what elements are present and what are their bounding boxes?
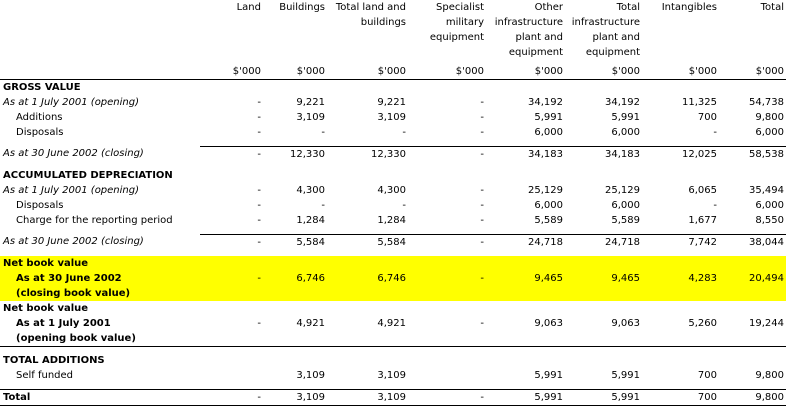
value-cell: - [257, 184, 261, 196]
value-cell: 9,221 [377, 96, 406, 108]
value-cell: 5,589 [534, 214, 563, 226]
value-cell: 7,742 [642, 235, 719, 251]
value-cell: - [321, 126, 325, 138]
header-land: Land [236, 2, 261, 13]
value-cell: 25,129 [528, 184, 563, 196]
unit-label: $'000 [377, 66, 406, 77]
value-cell: 5,589 [611, 214, 640, 226]
row-label: Self funded [16, 369, 74, 381]
row-label: Charge for the reporting period [16, 214, 173, 226]
nbv-opening-line3 [0, 331, 786, 347]
value-cell: 25,129 [605, 184, 640, 196]
nbv-closing-date: As at 30 June 2002 [0, 271, 200, 286]
value-cell [200, 368, 263, 383]
nbv-opening-date: As at 1 July 2001 [16, 318, 111, 329]
value-cell: 9,800 [755, 111, 784, 123]
value-cell: - [408, 235, 486, 251]
section-title-row [0, 80, 786, 96]
value-cell: - [480, 111, 484, 123]
nbv-closing-line3 [0, 286, 786, 301]
header-buildings: Buildings [279, 2, 325, 13]
section-title-depreciation: ACCUMULATED DEPRECIATION [3, 169, 173, 181]
table-row [0, 316, 786, 331]
value-cell: 12,025 [642, 147, 719, 163]
value-cell: 34,183 [486, 147, 565, 163]
unit-label: $'000 [232, 66, 261, 77]
section-title-gross: GROSS VALUE [0, 80, 786, 96]
value-cell: - [480, 318, 484, 329]
nbv-closing-note: (closing book value) [0, 286, 200, 301]
value-cell: 4,300 [296, 184, 325, 196]
value-cell: - [713, 126, 717, 138]
value-cell: 9,063 [611, 318, 640, 329]
nbv-opening-title: Net book value [3, 303, 89, 314]
value-cell: - [480, 126, 484, 138]
value-cell: 8,550 [755, 214, 784, 226]
value-cell: 6,746 [327, 271, 408, 286]
section-title-row [0, 353, 786, 368]
value-cell: 6,000 [534, 199, 563, 211]
value-cell: 5,991 [611, 369, 640, 381]
value-cell: 9,465 [486, 271, 565, 286]
value-cell: 6,000 [611, 126, 640, 138]
value-cell: - [713, 199, 717, 211]
value-cell: 20,494 [719, 271, 786, 286]
table-row [0, 390, 786, 406]
header-total-infrastructure: Total infrastructure plant and equipment [571, 2, 640, 58]
value-cell: 5,991 [486, 390, 565, 406]
value-cell: 34,192 [605, 96, 640, 108]
nbv-closing-title: Net book value [0, 256, 200, 271]
value-cell: 700 [642, 390, 719, 406]
value-cell: 4,300 [377, 184, 406, 196]
value-cell: 1,677 [688, 214, 717, 226]
unit-label: $'000 [296, 66, 325, 77]
value-cell: 3,109 [377, 111, 406, 123]
table-row [0, 95, 786, 110]
value-cell: 3,109 [263, 390, 327, 406]
value-cell: 9,221 [296, 96, 325, 108]
header-other-infrastructure: Other infrastructure plant and equipment [494, 2, 563, 58]
section-title-additions: TOTAL ADDITIONS [3, 354, 105, 366]
value-cell: 5,584 [327, 235, 408, 251]
header-specialist-military: Specialist military equipment [429, 2, 484, 43]
value-cell: 4,921 [377, 318, 406, 329]
value-cell: - [257, 318, 261, 329]
value-cell: - [257, 214, 261, 226]
table-row [0, 368, 786, 383]
row-label: As at 1 July 2001 (opening) [3, 184, 140, 196]
value-cell: 58,538 [719, 147, 786, 163]
value-cell: 1,284 [296, 214, 325, 226]
value-cell: - [408, 271, 486, 286]
value-cell: 4,921 [296, 318, 325, 329]
value-cell: 12,330 [263, 147, 327, 163]
section-title-row [0, 168, 786, 183]
value-cell: - [200, 147, 263, 163]
value-cell: - [257, 199, 261, 211]
value-cell: 5,584 [263, 235, 327, 251]
row-label: Disposals [16, 126, 64, 138]
row-label: As at 30 June 2002 (closing) [3, 148, 144, 160]
value-cell: - [321, 199, 325, 211]
value-cell: 3,109 [327, 390, 408, 406]
value-cell: - [257, 96, 261, 108]
value-cell: 6,000 [755, 126, 784, 138]
value-cell: - [402, 126, 406, 138]
value-cell: - [408, 147, 486, 163]
units-row [0, 62, 786, 80]
row-label: Disposals [16, 199, 64, 211]
header-total-land-buildings: Total land and buildings [335, 2, 406, 28]
value-cell: - [257, 111, 261, 123]
value-cell: - [257, 126, 261, 138]
value-cell [408, 368, 486, 383]
value-cell: 6,000 [611, 199, 640, 211]
table-row [0, 110, 786, 125]
table-row [0, 198, 786, 213]
nbv-opening-line1 [0, 301, 786, 316]
value-cell: - [480, 96, 484, 108]
value-cell: 6,000 [534, 126, 563, 138]
nbv-opening-note: (opening book value) [16, 333, 136, 344]
value-cell: 9,063 [534, 318, 563, 329]
value-cell: 5,991 [611, 111, 640, 123]
value-cell: 6,000 [755, 199, 784, 211]
value-cell: - [402, 199, 406, 211]
value-cell: - [200, 235, 263, 251]
value-cell: 6,746 [263, 271, 327, 286]
value-cell: 34,183 [565, 147, 642, 163]
value-cell: 3,109 [296, 369, 325, 381]
row-label: As at 30 June 2002 (closing) [3, 236, 144, 248]
value-cell: 700 [697, 369, 717, 381]
value-cell: 3,109 [296, 111, 325, 123]
value-cell: 700 [697, 111, 717, 123]
nbv-closing-line1 [0, 256, 786, 271]
header-total: Total [760, 2, 784, 13]
value-cell: 5,260 [688, 318, 717, 329]
value-cell: 34,192 [528, 96, 563, 108]
value-cell: 4,283 [642, 271, 719, 286]
table-row [0, 235, 786, 251]
value-cell: 9,465 [565, 271, 642, 286]
value-cell: - [480, 184, 484, 196]
table-row [0, 125, 786, 140]
column-header-row [0, 0, 786, 62]
unit-label: $'000 [611, 66, 640, 77]
value-cell: - [200, 390, 263, 406]
table-row [0, 183, 786, 198]
value-cell: 5,991 [534, 369, 563, 381]
row-label: Total [0, 390, 200, 406]
header-blank [0, 0, 200, 62]
value-cell: - [480, 199, 484, 211]
unit-label: $'000 [455, 66, 484, 77]
table-row [0, 213, 786, 228]
value-cell: 35,494 [749, 184, 784, 196]
row-label: As at 1 July 2001 (opening) [3, 96, 140, 108]
value-cell: 12,330 [327, 147, 408, 163]
table-row [0, 147, 786, 163]
value-cell: 5,991 [565, 390, 642, 406]
value-cell: 3,109 [377, 369, 406, 381]
unit-label: $'000 [755, 66, 784, 77]
value-cell: 54,738 [749, 96, 784, 108]
value-cell: - [200, 271, 263, 286]
value-cell: 19,244 [749, 318, 784, 329]
value-cell: 9,800 [755, 369, 784, 381]
value-cell: - [408, 390, 486, 406]
value-cell: 9,800 [719, 390, 786, 406]
value-cell: 1,284 [377, 214, 406, 226]
value-cell: 24,718 [565, 235, 642, 251]
value-cell: 5,991 [534, 111, 563, 123]
value-cell: - [480, 214, 484, 226]
table-row [0, 271, 786, 286]
header-intangibles: Intangibles [661, 2, 717, 13]
row-label: Additions [16, 111, 63, 123]
value-cell: 38,044 [719, 235, 786, 251]
value-cell: 11,325 [682, 96, 717, 108]
unit-label: $'000 [688, 66, 717, 77]
unit-label: $'000 [534, 66, 563, 77]
value-cell: 6,065 [688, 184, 717, 196]
value-cell: 24,718 [486, 235, 565, 251]
